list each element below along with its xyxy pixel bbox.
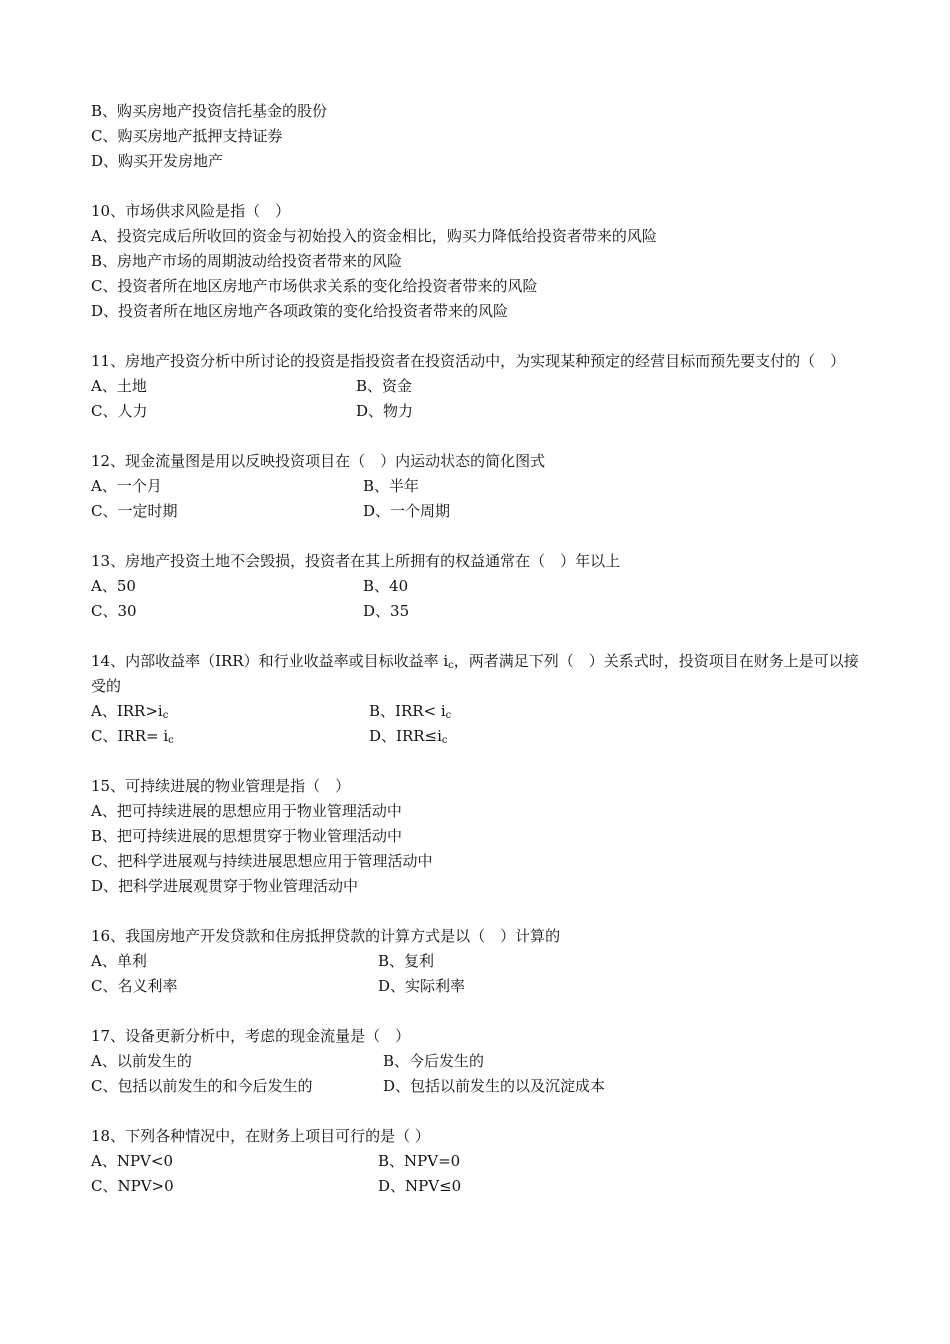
q14-options-row-2 bbox=[91, 724, 861, 749]
q11-options-row-2 bbox=[91, 399, 861, 424]
q16-option-c: C、名义利率 bbox=[91, 977, 178, 995]
q15-stem: 15、可持续进展的物业管理是指（ ） bbox=[91, 777, 351, 795]
q11-option-b: B、资金 bbox=[356, 377, 413, 395]
q13-option-d: D、35 bbox=[363, 602, 410, 620]
q18-options-row-2 bbox=[91, 1174, 861, 1199]
q16-options-row-1 bbox=[91, 949, 861, 974]
q10-option-a: A、投资完成后所收回的资金与初始投入的资金相比，购买力降低给投资者带来的风险 bbox=[91, 227, 657, 245]
q10-option-b: B、房地产市场的周期波动给投资者带来的风险 bbox=[91, 252, 403, 270]
q12-option-a: A、一个月 bbox=[91, 477, 162, 495]
q17-stem: 17、设备更新分析中，考虑的现金流量是（ ） bbox=[91, 1027, 411, 1045]
q11-option-d: D、物力 bbox=[356, 402, 414, 420]
q12-option-b: B、半年 bbox=[363, 477, 420, 495]
q15-option-a: A、把可持续进展的思想应用于物业管理活动中 bbox=[91, 802, 402, 820]
q12-options-row-1 bbox=[91, 474, 861, 499]
q18-option-b: B、NPV=0 bbox=[378, 1152, 461, 1170]
q11-options-row-1 bbox=[91, 374, 861, 399]
q14-option-b: B、$IRR< i_c$ bbox=[369, 702, 452, 721]
q15-option-d: D、把科学进展观贯穿于物业管理活动中 bbox=[91, 877, 359, 895]
q18-option-a: A、NPV<0 bbox=[91, 1152, 173, 1170]
q13-option-b: B、40 bbox=[363, 577, 409, 595]
q11-option-c: C、人力 bbox=[91, 402, 148, 420]
q17-options-row-1 bbox=[91, 1049, 861, 1074]
q15-option-b: B、把可持续进展的思想贯穿于物业管理活动中 bbox=[91, 827, 403, 845]
q16-option-d: D、实际利率 bbox=[378, 977, 466, 995]
q12-option-c: C、一定时期 bbox=[91, 502, 178, 520]
q12-options-row-2 bbox=[91, 499, 861, 524]
q14-options-row-1 bbox=[91, 699, 861, 724]
q17-option-b: B、今后发生的 bbox=[383, 1052, 485, 1070]
q10-option-d: D、投资者所在地区房地产各项政策的变化给投资者带来的风险 bbox=[91, 302, 509, 320]
q16-stem: 16、我国房地产开发贷款和住房抵押贷款的计算方式是以（ ）计算的 bbox=[91, 927, 561, 945]
q10-stem: 10、市场供求风险是指（ ） bbox=[91, 202, 291, 220]
q14-stem: 14、内部收益率（IRR）和行业收益率或目标收益率 $i_c$，两者满足下列（ ）关系式时，投资项目在财务上是可以接受的 bbox=[91, 652, 859, 695]
q17-options-row-2 bbox=[91, 1074, 861, 1099]
q14-option-a: A、$IRR>i_c$ bbox=[91, 702, 169, 721]
q17-option-d: D、包括以前发生的以及沉淀成本 bbox=[383, 1077, 606, 1095]
q18-option-c: C、NPV>0 bbox=[91, 1177, 174, 1195]
q9-option-c: C、购买房地产抵押支持证券 bbox=[91, 127, 283, 145]
q13-option-c: C、30 bbox=[91, 602, 137, 620]
q18-options-row-1 bbox=[91, 1149, 861, 1174]
q17-option-a: A、以前发生的 bbox=[91, 1052, 192, 1070]
q11-option-a: A、土地 bbox=[91, 377, 147, 395]
q9-option-d: D、购买开发房地产 bbox=[91, 152, 224, 170]
q13-option-a: A、50 bbox=[91, 577, 136, 595]
q9-option-b: B、购买房地产投资信托基金的股份 bbox=[91, 102, 328, 120]
q10-option-c: C、投资者所在地区房地产市场供求关系的变化给投资者带来的风险 bbox=[91, 277, 538, 295]
q12-stem: 12、现金流量图是用以反映投资项目在（ ）内运动状态的简化图式 bbox=[91, 452, 546, 470]
question-list bbox=[91, 99, 861, 1199]
q17-option-c: C、包括以前发生的和今后发生的 bbox=[91, 1077, 313, 1095]
q13-stem: 13、房地产投资土地不会毁损，投资者在其上所拥有的权益通常在（ ）年以上 bbox=[91, 552, 621, 570]
q16-option-b: B、复利 bbox=[378, 952, 435, 970]
q11-stem: 11、房地产投资分析中所讨论的投资是指投资者在投资活动中，为实现某种预定的经营目标而预先要支付的（ ） bbox=[91, 352, 846, 370]
q12-option-d: D、一个周期 bbox=[363, 502, 451, 520]
q14-option-c: C、$IRR= i_c$ bbox=[91, 727, 174, 746]
q18-option-d: D、NPV≤0 bbox=[378, 1177, 462, 1195]
q16-options-row-2 bbox=[91, 974, 861, 999]
q13-options-row-2 bbox=[91, 599, 861, 624]
q16-option-a: A、单利 bbox=[91, 952, 147, 970]
q14-option-d: D、$IRR\le i_c$ bbox=[369, 727, 448, 746]
q15-option-c: C、把科学进展观与持续进展思想应用于管理活动中 bbox=[91, 852, 433, 870]
q13-options-row-1 bbox=[91, 574, 861, 599]
q18-stem: 18、下列各种情况中，在财务上项目可行的是（ ） bbox=[91, 1127, 430, 1145]
